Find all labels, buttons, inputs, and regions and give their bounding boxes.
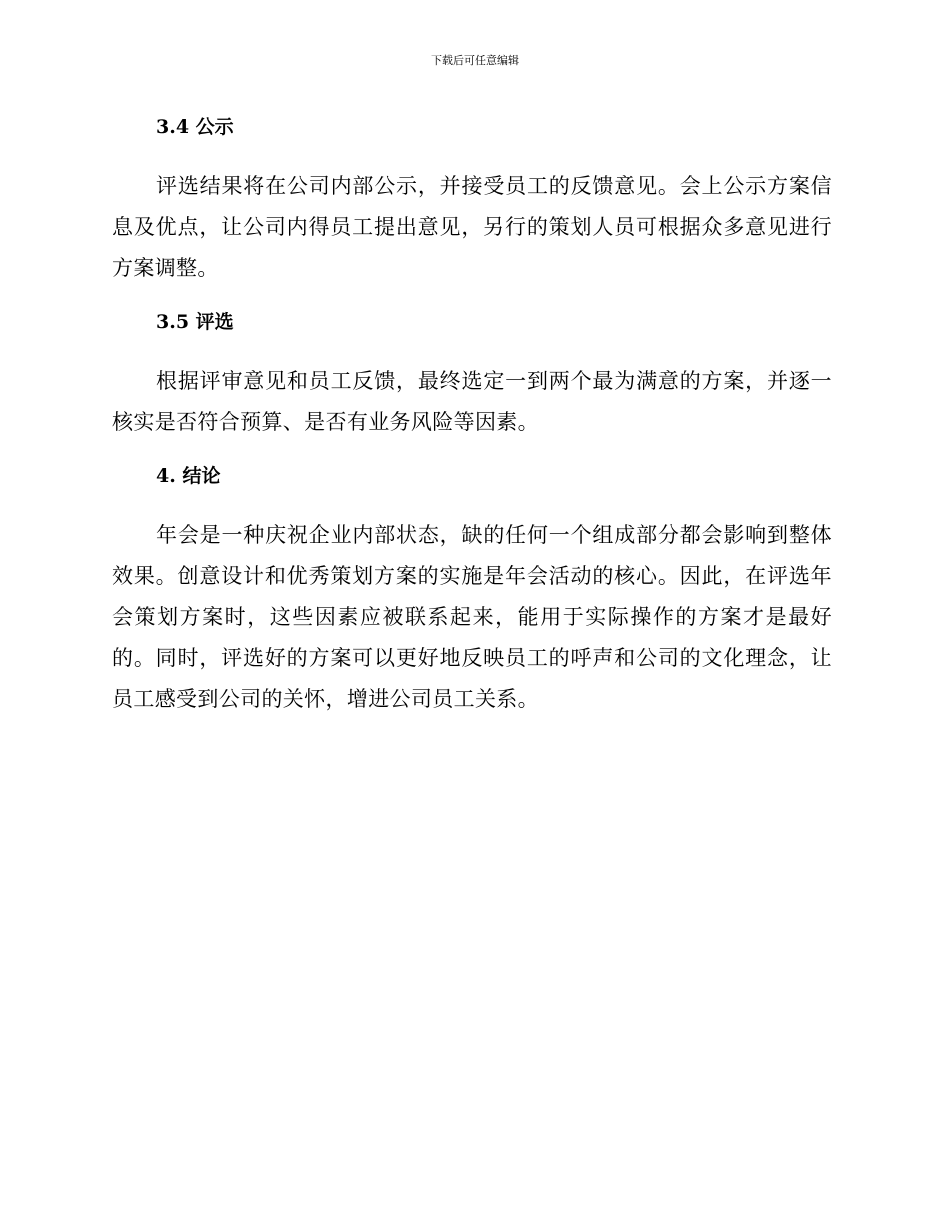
section-paragraph-4: 年会是一种庆祝企业内部状态，缺的任何一个组成部分都会影响到整体效果。创意设计和优秀策划方案的实施是年会活动的核心。因此，在评选年会策划方案时，这些因素应被联系起来，能用于实际操作的方案才是最好的。同时，评选好的方案可以更好地反映员工的呼声和公司的文化理念，让员工感受到公司的关怀，增进公司员工关系。: [112, 523, 832, 711]
page-header: 下载后可任意编辑: [431, 54, 519, 67]
section-heading-3-5: 3.5 评选: [156, 311, 234, 333]
section-paragraph-3-4: 评选结果将在公司内部公示，并接受员工的反馈意见。会上公示方案信息及优点，让公司内得员工提出意见，另行的策划人员可根据众多意见进行方案调整。: [112, 174, 832, 280]
section-heading-3-4: 3.4 公示: [156, 116, 234, 138]
section-paragraph-3-5: 根据评审意见和员工反馈，最终选定一到两个最为满意的方案，并逐一核实是否符合预算、是否有业务风险等因素。: [112, 369, 832, 434]
document-body: [112, 108, 832, 734]
section-heading-4: 4. 结论: [156, 465, 221, 487]
